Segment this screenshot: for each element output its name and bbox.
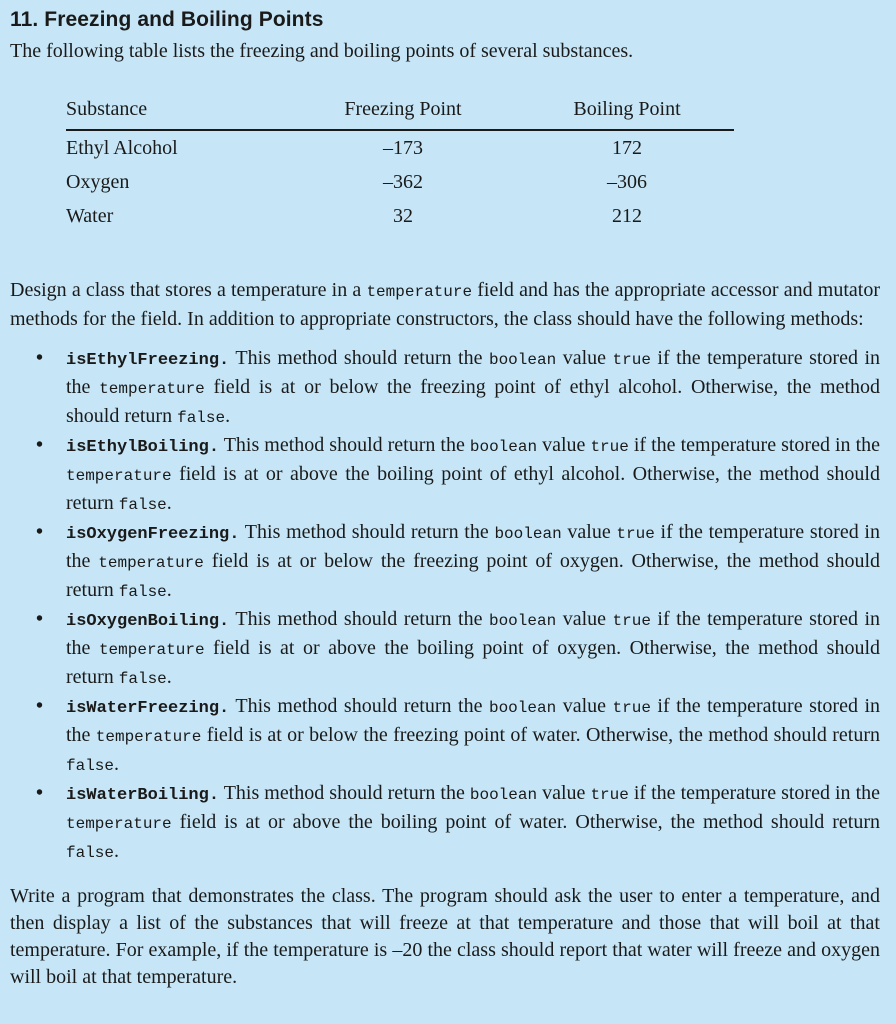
design-paragraph (10, 277, 880, 333)
closing-paragraph: Write a program that demonstrates the class. The program should ask the user to enter a temperature, and then display a list of the substances that will freeze at that temperature and those that will boil at that temperature. For example, if the temperature is –20 the class should report that water will freeze and oxygen will boil at that temperature. (10, 885, 880, 988)
header-freezing-point: Freezing Point (286, 95, 520, 130)
method-text: value (537, 434, 591, 456)
method-text: value (537, 782, 591, 804)
temperature-code: temperature (366, 283, 473, 301)
code-term: temperature (98, 554, 204, 572)
method-name: isOxygenFreezing. (66, 525, 240, 544)
method-text: if the temperature stored in the (628, 434, 881, 456)
method-text: This method should return the (219, 782, 470, 804)
method-text: if the temperature stored in the (66, 608, 881, 659)
method-name: isWaterBoiling. (66, 786, 220, 805)
bullet-icon: • (36, 608, 44, 630)
method-text: This method should return the (229, 608, 489, 630)
bullet-icon: • (36, 695, 44, 717)
method-text: field is at or below the freezing point of water. Otherwise, the method should return (201, 724, 880, 746)
list-item (36, 432, 881, 519)
method-text: if the temperature stored in the (66, 521, 880, 572)
code-term: false (118, 583, 167, 601)
list-item (36, 780, 881, 867)
code-term: false (118, 496, 167, 514)
code-term: boolean (469, 786, 538, 804)
method-list (10, 345, 880, 867)
code-term: boolean (488, 699, 557, 717)
method-text: value (556, 608, 613, 630)
method-text: field is at or below the freezing point of oxygen. Otherwise, the method should return (66, 550, 880, 601)
method-text: This method should return the (219, 434, 470, 456)
method-text: field is at or above the boiling point of oxygen. Otherwise, the method should return (66, 637, 880, 688)
code-term: true (590, 786, 629, 804)
intro-text: The following table lists the freezing and boiling points of several substances. (10, 40, 634, 62)
method-text: . (225, 405, 231, 427)
method-text: field is at or below the freezing point of ethyl alcohol. Otherwise, the method should return (66, 376, 880, 427)
cell-boiling: –306 (607, 170, 647, 193)
method-text: . (166, 492, 172, 514)
code-term: temperature (95, 728, 202, 746)
method-name: isEthylBoiling. (66, 438, 220, 457)
method-text: field is at or above the boiling point of water. Otherwise, the method should return (171, 811, 880, 833)
list-item (36, 345, 881, 432)
table-row (66, 199, 734, 233)
code-term: temperature (66, 467, 172, 485)
code-term: boolean (488, 612, 557, 630)
bullet-icon: • (36, 782, 44, 804)
cell-boiling: 172 (612, 136, 642, 159)
table-row (66, 165, 734, 199)
code-term: true (612, 612, 651, 630)
code-term: true (590, 438, 629, 456)
code-term: true (612, 699, 651, 717)
method-text: if the temperature stored in the (66, 347, 881, 398)
code-term: true (616, 525, 655, 543)
code-term: boolean (488, 351, 557, 369)
method-text: . (166, 579, 172, 601)
bullet-icon: • (36, 347, 44, 369)
substance-table (66, 95, 734, 233)
cell-substance: Water (66, 204, 114, 227)
method-text: This method should return the (229, 695, 489, 717)
method-name: isOxygenBoiling. (66, 612, 230, 631)
exercise-heading: 11. Freezing and Boiling Points (10, 8, 324, 31)
table-header-row (66, 95, 734, 130)
design-text-2: field and has the appropriate accessor and mutator methods for the field. In addition to appropriate constructors, the class should have the following methods: (10, 279, 880, 330)
method-text: value (556, 695, 613, 717)
cell-boiling: 212 (612, 204, 642, 227)
bullet-icon: • (36, 521, 44, 543)
design-text-1: Design a class that stores a temperature in a (10, 279, 367, 301)
code-term: temperature (99, 380, 205, 398)
code-term: temperature (66, 815, 172, 833)
cell-substance: Oxygen (66, 170, 130, 193)
method-text: This method should return the (229, 347, 489, 369)
code-term: false (118, 670, 167, 688)
list-item (36, 693, 881, 780)
list-item (36, 519, 880, 606)
method-text: . (114, 753, 120, 775)
code-term: boolean (494, 525, 562, 543)
method-name: isWaterFreezing. (66, 699, 230, 718)
method-name: isEthylFreezing. (66, 351, 230, 370)
cell-substance: Ethyl Alcohol (66, 136, 178, 159)
code-term: temperature (98, 641, 205, 659)
code-term: false (66, 844, 115, 862)
code-term: boolean (469, 438, 538, 456)
header-substance: Substance (66, 95, 286, 130)
code-term: false (177, 409, 226, 427)
method-text: value (556, 347, 613, 369)
header-boiling-point: Boiling Point (520, 95, 734, 130)
cell-freezing: –173 (383, 136, 423, 159)
code-term: true (612, 351, 651, 369)
method-text: value (561, 521, 617, 543)
method-text: This method should return the (239, 521, 495, 543)
table-row (66, 130, 734, 165)
method-text: field is at or above the boiling point of ethyl alcohol. Otherwise, the method should return (66, 463, 880, 514)
method-text: . (166, 666, 172, 688)
method-text: . (114, 840, 120, 862)
cell-freezing: 32 (393, 204, 413, 227)
bullet-icon: • (36, 434, 44, 456)
cell-freezing: –362 (383, 170, 423, 193)
method-text: if the temperature stored in the (66, 695, 881, 746)
list-item (36, 606, 881, 693)
code-term: false (66, 757, 115, 775)
method-text: if the temperature stored in the (628, 782, 881, 804)
